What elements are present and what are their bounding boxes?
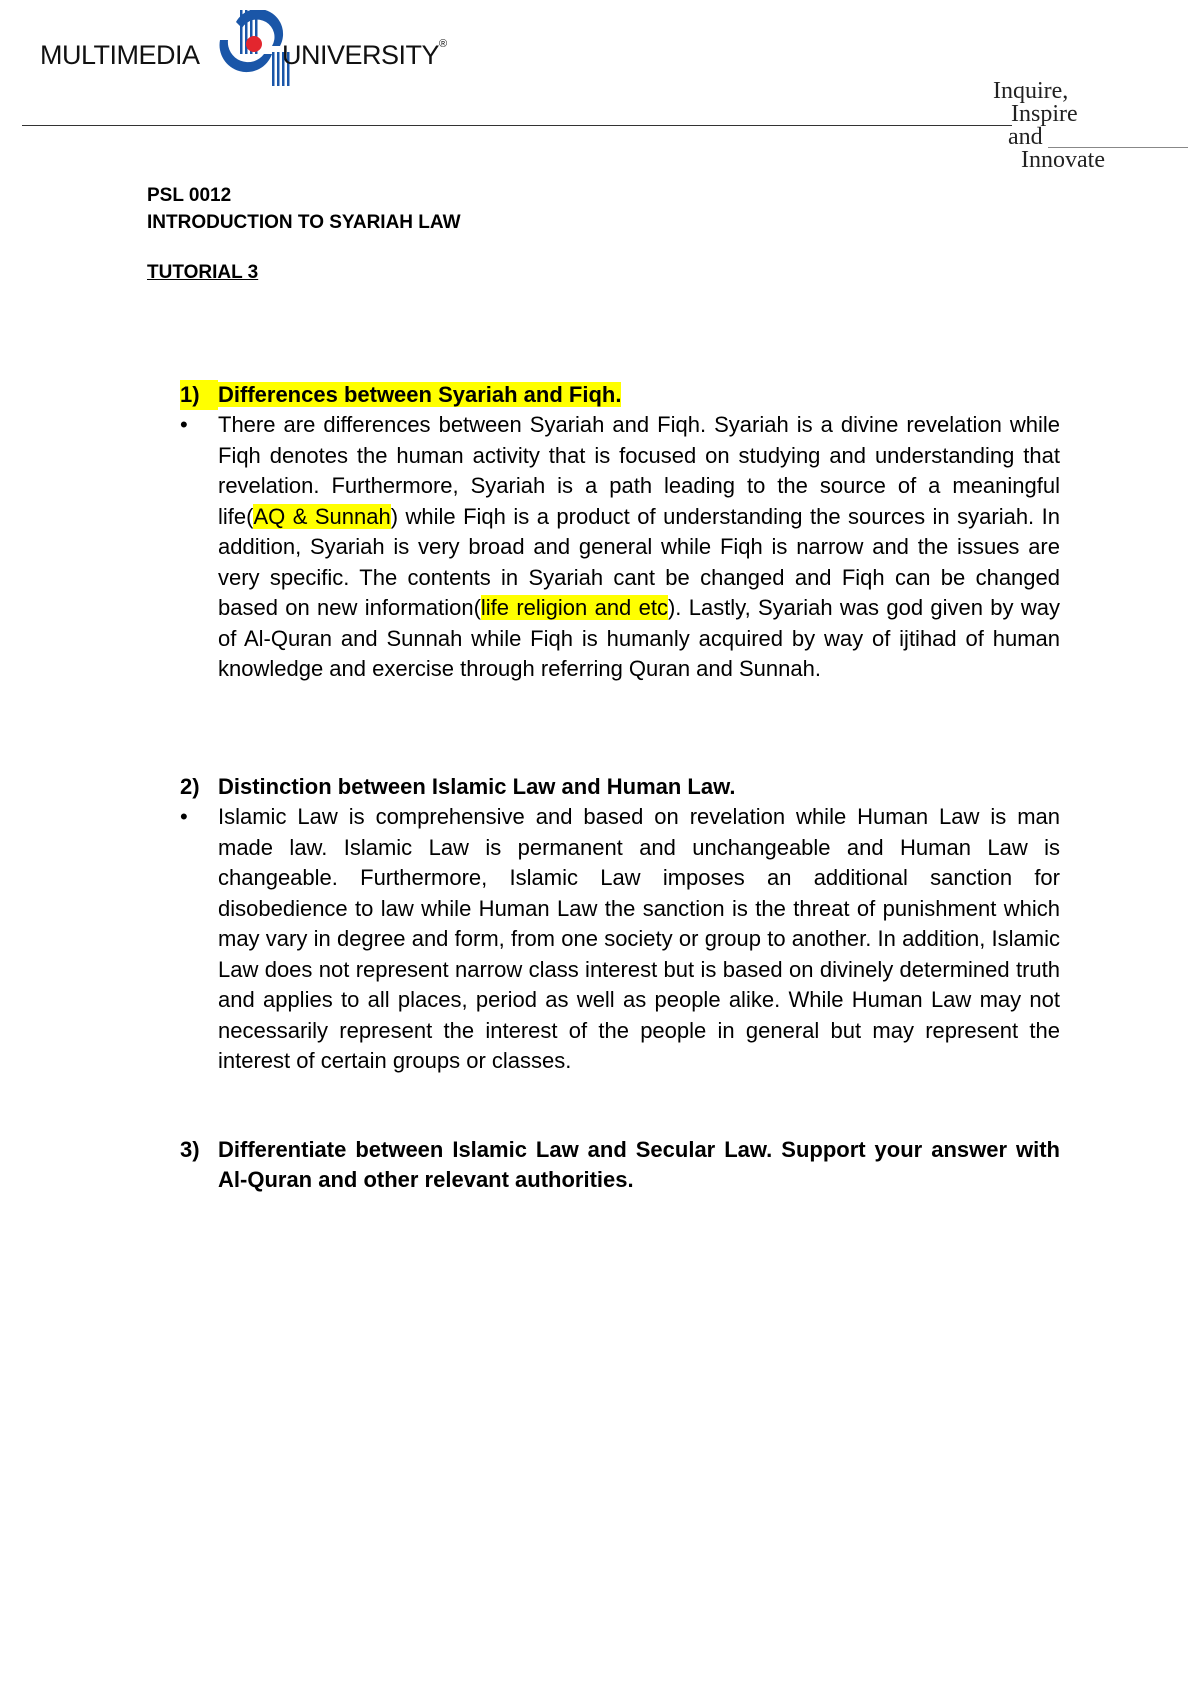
course-info <box>147 182 461 236</box>
question-title <box>180 380 1060 410</box>
motto-line: and <box>1008 124 1043 150</box>
university-motto <box>985 80 1135 172</box>
question-text: Differences between Syariah and Fiqh. <box>218 382 622 407</box>
motto-line: Inquire, <box>993 78 1069 104</box>
question-number: 1) <box>180 380 218 410</box>
answer-text: There are differences between Syariah and Fiqh. Syariah is a divine revelation while Fiqh denotes the human activity that is focused on studying and understanding that revelation. Furthermore, Syariah is a path leading to the source of a meaningful life(AQ & Sunnah) while Fiqh is a product of understanding the sources in syariah. In addition, Syariah is very broad and general while Fiqh is narrow and the issues are very specific. The contents in Syariah cant be changed and Fiqh can be changed based on new information(life religion and etc). Lastly, Syariah was god given by way of Al-Quran and Sunnah while Fiqh is humanly acquired by way of ijtihad of human knowledge and exercise through referring Quran and Sunnah. <box>218 412 1060 681</box>
motto-line: Inspire <box>1011 101 1078 127</box>
tutorial-heading: TUTORIAL 3 <box>147 262 259 283</box>
logo-text-university: UNIVERSITY® <box>282 38 447 70</box>
question-3 <box>180 1135 1060 1195</box>
mmu-emblem-icon <box>210 10 290 86</box>
question-1 <box>180 380 1060 685</box>
answer-text: Islamic Law is comprehensive and based on revelation while Human Law is man made law. Islamic Law is permanent and unchangeable and Human Law is changeable. Furthermore, Islamic Law imposes an additional sanction for disobedience to law while Human Law the sanction is the threat of punishment which may vary in degree and form, from one society or group to another. In addition, Islamic Law does not represent narrow class interest but is based on divinely determined truth and applies to all places, period as well as people alike. While Human Law may not necessarily represent the interest of the people in general but may represent the interest of certain groups or classes. <box>218 804 1060 1073</box>
question-title <box>180 772 1060 802</box>
motto-line: Innovate <box>1021 147 1105 173</box>
question-number: 2) <box>180 774 200 799</box>
question-text: Differentiate between Islamic Law and Secular Law. Support your answer with Al-Quran and other relevant authorities. <box>218 1137 1060 1192</box>
course-code: PSL 0012 <box>147 185 232 206</box>
header-divider <box>22 125 1012 126</box>
question-2 <box>180 772 1060 1077</box>
answer-bullet <box>180 410 1060 685</box>
course-title: INTRODUCTION TO SYARIAH LAW <box>147 212 461 233</box>
question-number: 3) <box>180 1137 200 1162</box>
question-title <box>180 1135 1060 1195</box>
question-text: Distinction between Islamic Law and Human Law. <box>218 774 736 799</box>
bullet-icon: • <box>180 804 188 829</box>
highlighted-text: AQ & Sunnah <box>253 503 391 529</box>
bullet-icon: • <box>180 412 188 437</box>
university-logo <box>40 10 460 86</box>
answer-bullet <box>180 802 1060 1077</box>
logo-text-multimedia: MULTIMEDIA <box>40 40 200 70</box>
highlighted-text: life religion and etc <box>480 595 668 620</box>
